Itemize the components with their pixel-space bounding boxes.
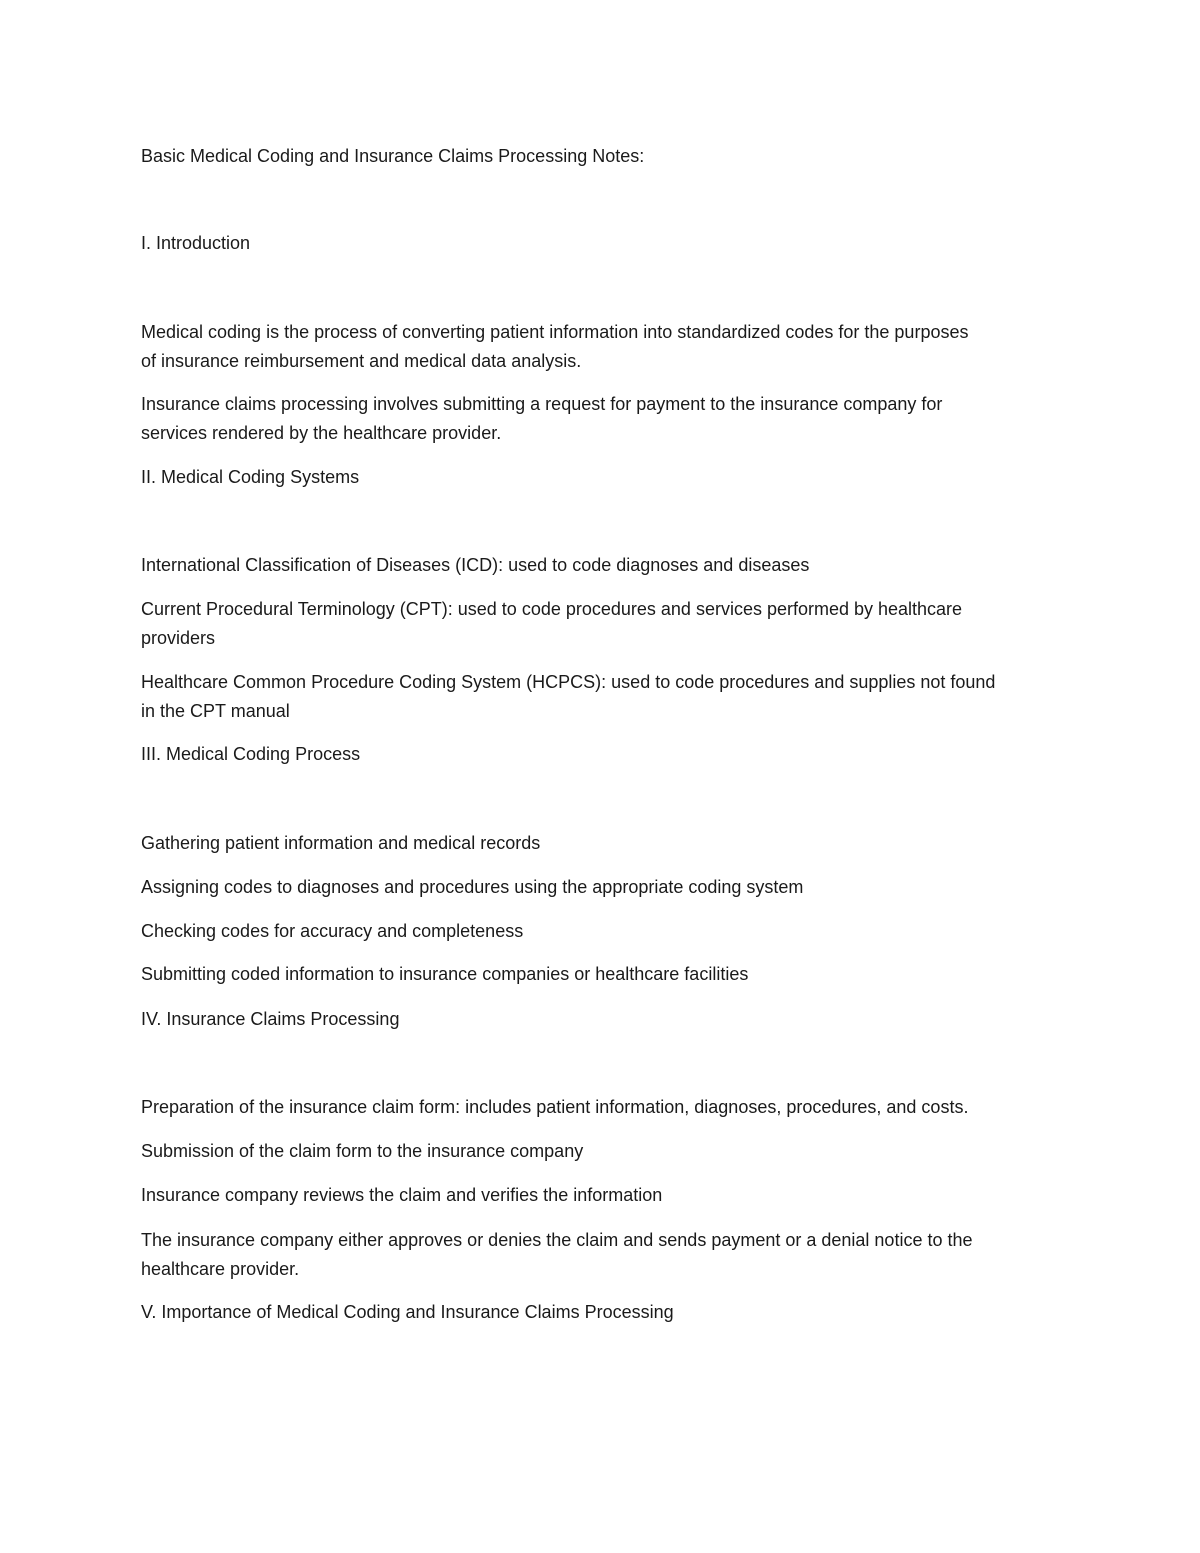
paragraph-line: International Classification of Diseases (ICD): used to code diagnoses and diseases bbox=[141, 555, 810, 575]
paragraph-line: services rendered by the healthcare provider. bbox=[141, 423, 502, 443]
paragraph-claims-processing-definition bbox=[141, 390, 1071, 448]
list-item-cpt bbox=[141, 595, 1071, 653]
paragraph-medical-coding-definition bbox=[141, 318, 1071, 376]
section-heading-introduction: I. Introduction bbox=[141, 233, 251, 253]
paragraph-line: Checking codes for accuracy and completeness bbox=[141, 921, 524, 941]
paragraph-line: Submitting coded information to insurance companies or healthcare facilities bbox=[141, 964, 749, 984]
list-item-submitting bbox=[141, 960, 1071, 989]
section-heading-claims-processing: IV. Insurance Claims Processing bbox=[141, 1009, 400, 1029]
list-item-decision bbox=[141, 1226, 1071, 1284]
section-heading-coding-process: III. Medical Coding Process bbox=[141, 744, 361, 764]
paragraph-line: Assigning codes to diagnoses and procedures using the appropriate coding system bbox=[141, 877, 804, 897]
paragraph-line: in the CPT manual bbox=[141, 701, 290, 721]
list-item-checking bbox=[141, 917, 1071, 946]
paragraph-line: Preparation of the insurance claim form: includes patient information, diagnoses, procedures, and costs. bbox=[141, 1097, 969, 1117]
section-heading-importance: V. Importance of Medical Coding and Insurance Claims Processing bbox=[141, 1302, 674, 1322]
list-item-icd bbox=[141, 551, 1071, 580]
paragraph-line: The insurance company either approves or denies the claim and sends payment or a denial notice to the bbox=[141, 1230, 973, 1250]
paragraph-line: Insurance claims processing involves submitting a request for payment to the insurance company for bbox=[141, 394, 943, 414]
paragraph-line: Current Procedural Terminology (CPT): used to code procedures and services performed by healthcare bbox=[141, 599, 963, 619]
list-item-gathering bbox=[141, 829, 1071, 858]
section-heading-coding-systems: II. Medical Coding Systems bbox=[141, 467, 360, 487]
paragraph-line: Medical coding is the process of converting patient information into standardized codes for the purposes bbox=[141, 322, 969, 342]
list-item-hcpcs bbox=[141, 668, 1071, 726]
paragraph-line: Healthcare Common Procedure Coding System (HCPCS): used to code procedures and supplies not found bbox=[141, 672, 996, 692]
list-item-review bbox=[141, 1181, 1071, 1210]
document-title: Basic Medical Coding and Insurance Claims Processing Notes: bbox=[141, 146, 645, 166]
paragraph-line: Insurance company reviews the claim and verifies the information bbox=[141, 1185, 663, 1205]
list-item-assigning bbox=[141, 873, 1071, 902]
paragraph-line: healthcare provider. bbox=[141, 1259, 300, 1279]
paragraph-line: Submission of the claim form to the insurance company bbox=[141, 1141, 584, 1161]
paragraph-line: providers bbox=[141, 628, 216, 648]
list-item-preparation bbox=[141, 1093, 1071, 1122]
list-item-submission bbox=[141, 1137, 1071, 1166]
paragraph-line: of insurance reimbursement and medical data analysis. bbox=[141, 351, 582, 371]
paragraph-line: Gathering patient information and medical records bbox=[141, 833, 541, 853]
